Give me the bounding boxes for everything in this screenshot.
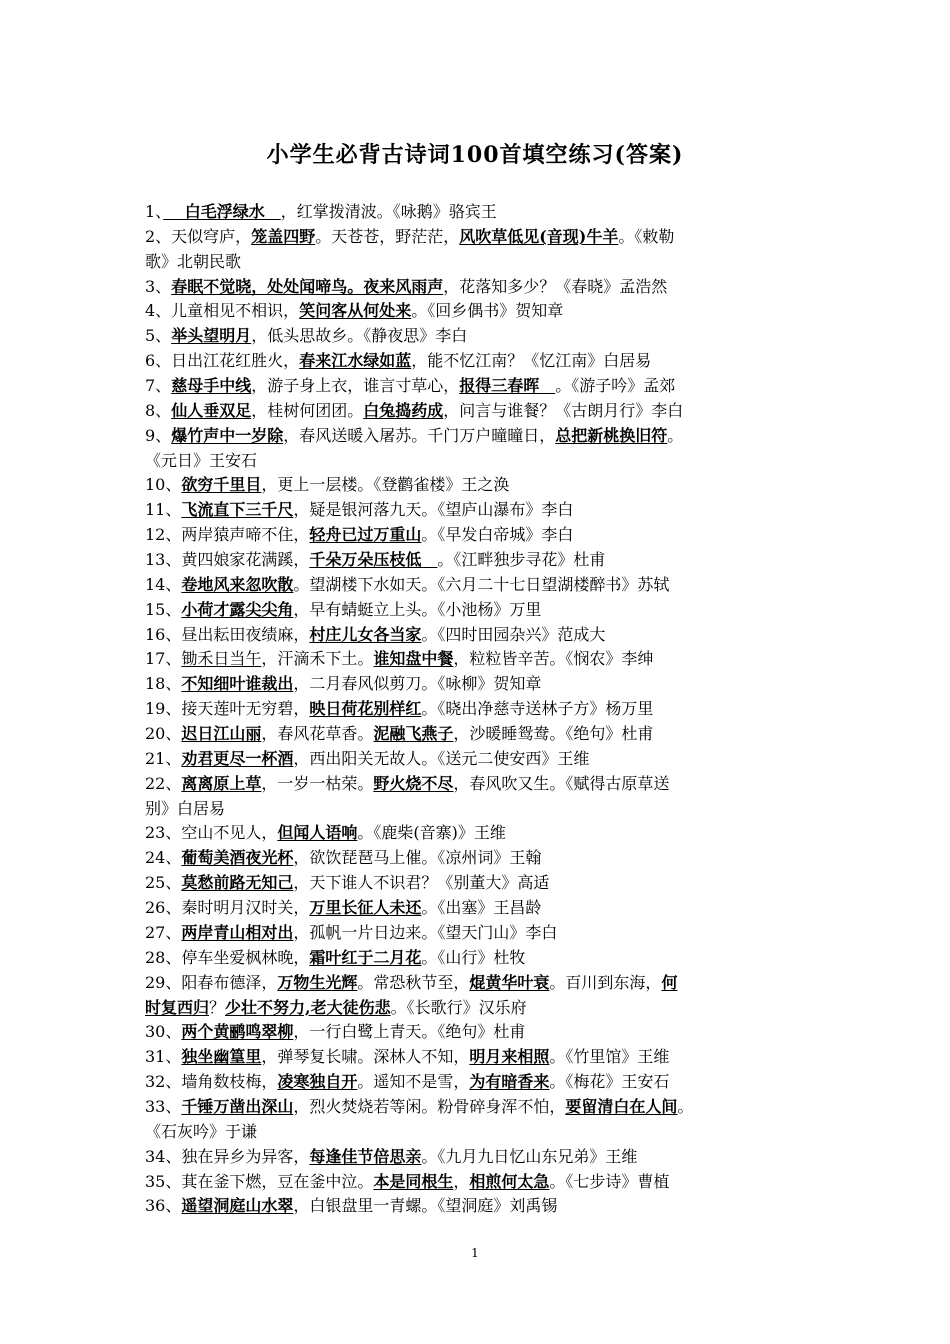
line-text: 。常恐秋节至， xyxy=(357,972,470,992)
line-text: 9、 xyxy=(145,425,172,445)
line-text: 。《江畔独步寻花》杜甫 xyxy=(437,550,606,570)
underlined-text: 锄禾日当午 xyxy=(181,649,262,669)
line-text: ，早有蜻蜓立上头。《小池杨》万里 xyxy=(293,599,542,619)
line-text: ，更上一层楼。《登鹳雀楼》王之涣 xyxy=(261,475,510,495)
answer-text: 为有暗香来 xyxy=(469,1072,550,1092)
line-text: 30、 xyxy=(145,1022,182,1042)
line-text: 6、日出江花红胜火， xyxy=(145,351,300,371)
line-text: 11、 xyxy=(145,500,182,520)
line-text: 。《出塞》王昌龄 xyxy=(421,898,542,918)
line-text: ，春风吹又生。《赋得古原草送 xyxy=(453,773,670,793)
line-text: 19、接天莲叶无穷碧， xyxy=(145,699,310,719)
answer-text: 爆竹声中一岁除 xyxy=(171,425,284,445)
line-text: 。 xyxy=(667,425,684,445)
line-text: 。望湖楼下水如天。《六月二十七日望湖楼醉书》苏轼 xyxy=(293,574,670,594)
line-text: ，白银盘里一青螺。《望洞庭》刘禹锡 xyxy=(293,1196,558,1216)
answer-text: 泥融飞燕子 xyxy=(373,724,454,744)
exercise-line xyxy=(145,1045,810,1070)
line-text: ，西出阳关无故人。《送元二使安西》王维 xyxy=(293,748,590,768)
exercise-line xyxy=(145,349,810,374)
exercise-line xyxy=(145,573,810,598)
line-text: 。《七步诗》曹植 xyxy=(549,1171,670,1191)
answer-text: 但闻人语响 xyxy=(277,823,358,843)
exercise-line xyxy=(145,1020,810,1045)
answer-text: 时复西归 xyxy=(145,997,210,1017)
line-text: ，春风送暖入屠苏。千门万户曈曈日， xyxy=(283,425,556,445)
exercise-line xyxy=(145,399,810,424)
line-text: ，问言与谁餐？《古朗月行》李白 xyxy=(443,400,684,420)
exercise-line xyxy=(145,548,810,573)
line-text: ，天下谁人不识君？《别董大》高适 xyxy=(293,873,550,893)
exercise-line xyxy=(145,797,810,822)
exercise-line xyxy=(145,772,810,797)
answer-text: 春来江水绿如蓝 xyxy=(299,351,412,371)
answer-text: 要留清白在人间 xyxy=(565,1096,678,1116)
line-text: 18、 xyxy=(145,674,182,694)
answer-text: 独坐幽篁里 xyxy=(181,1047,262,1067)
exercise-line xyxy=(145,1120,810,1145)
exercise-line xyxy=(145,647,810,672)
exercise-line xyxy=(145,250,810,275)
line-text: 22、 xyxy=(145,773,182,793)
line-text: ，弹琴复长啸。深林人不知， xyxy=(261,1047,470,1067)
line-text: 。 xyxy=(677,1096,694,1116)
line-text: 13、黄四娘家花满蹊， xyxy=(145,550,310,570)
answer-text: 霜叶红于二月花 xyxy=(309,947,422,967)
line-text: 28、停车坐爱枫林晚， xyxy=(145,947,310,967)
line-text: 。天苍苍，野茫茫， xyxy=(315,226,460,246)
exercise-line xyxy=(145,821,810,846)
line-text: 33、 xyxy=(145,1096,182,1116)
answer-text: 少壮不努力,老大徒伤悲 xyxy=(225,997,391,1017)
answer-text: 莫愁前路无知己 xyxy=(181,873,294,893)
answer-text: 村庄儿女各当家 xyxy=(309,624,422,644)
line-text: ，一岁一枯荣。 xyxy=(261,773,374,793)
answer-text: 每逢佳节倍思亲 xyxy=(309,1146,422,1166)
line-text: 2、天似穹庐， xyxy=(145,226,252,246)
line-text: 。《九月九日忆山东兄弟》王维 xyxy=(421,1146,638,1166)
answer-text: 遥望洞庭山水翠 xyxy=(181,1196,294,1216)
line-text: 。《敕勒 xyxy=(618,226,675,246)
line-text: ，疑是银河落九天。《望庐山瀑布》李白 xyxy=(293,500,574,520)
answer-text: 万里长征人未还 xyxy=(309,898,422,918)
exercise-line xyxy=(145,225,810,250)
answer-text: 何 xyxy=(661,972,678,992)
line-text: ，低头思故乡。《静夜思》李白 xyxy=(251,326,468,346)
line-text: 14、 xyxy=(145,574,182,594)
exercise-line xyxy=(145,722,810,747)
exercise-line xyxy=(145,1170,810,1195)
exercise-line xyxy=(145,623,810,648)
exercise-line xyxy=(145,449,810,474)
answer-text: 相煎何太急 xyxy=(469,1171,550,1191)
exercise-line xyxy=(145,523,810,548)
exercise-line xyxy=(145,374,810,399)
line-text: 35、萁在釜下燃，豆在釜中泣。 xyxy=(145,1171,374,1191)
answer-text: 笑问客从何处来 xyxy=(299,301,412,321)
line-text: 。《早发白帝城》李白 xyxy=(421,525,574,545)
line-text: 别》白居易 xyxy=(145,798,226,818)
line-text: ，沙暖睡鸳鸯。《绝句》杜甫 xyxy=(453,724,654,744)
line-text: ？ xyxy=(209,997,226,1017)
line-text: 。《鹿柴(音寨)》王维 xyxy=(357,823,506,843)
exercise-line xyxy=(145,996,810,1021)
answer-text: 报得三春晖 xyxy=(459,376,556,396)
line-text: 。《晓出净慈寺送林子方》杨万里 xyxy=(421,699,654,719)
line-text: 29、阳春布德泽， xyxy=(145,972,278,992)
line-text: ，烈火焚烧若等闲。粉骨碎身浑不怕， xyxy=(293,1096,566,1116)
exercise-line xyxy=(145,846,810,871)
line-text: 15、 xyxy=(145,599,182,619)
exercise-line xyxy=(145,946,810,971)
line-text: 。《四时田园杂兴》范成大 xyxy=(421,624,606,644)
line-text: 17、 xyxy=(145,649,182,669)
exercise-line xyxy=(145,473,810,498)
answer-text: 小荷才露尖尖角 xyxy=(181,599,294,619)
line-text: ，花落知多少？《春晓》孟浩然 xyxy=(443,276,668,296)
line-text: 。《长歌行》汉乐府 xyxy=(390,997,527,1017)
page-number: 1 xyxy=(471,1246,479,1260)
answer-text: 两岸青山相对出 xyxy=(181,922,294,942)
exercise-line xyxy=(145,871,810,896)
exercise-line xyxy=(145,1095,810,1120)
answer-text: 明月来相照 xyxy=(469,1047,550,1067)
line-text: 25、 xyxy=(145,873,182,893)
line-text: 3、 xyxy=(145,276,172,296)
line-text: 27、 xyxy=(145,922,182,942)
page-title: 小学生必背古诗词100首填空练习(答案) xyxy=(266,142,684,168)
line-text: 。《回乡偶书》贺知章 xyxy=(411,301,564,321)
line-text: ，游子身上衣，谁言寸草心， xyxy=(251,376,460,396)
line-text: 34、独在异乡为异客， xyxy=(145,1146,310,1166)
answer-text: 映日荷花别样红 xyxy=(309,699,422,719)
exercise-line xyxy=(145,921,810,946)
answer-text: 不知细叶谁裁出 xyxy=(181,674,294,694)
line-text: ， xyxy=(453,1171,470,1191)
line-text: 。百川到东海， xyxy=(549,972,662,992)
line-text: 8、 xyxy=(145,400,172,420)
line-text: ，粒粒皆辛苦。《悯农》李绅 xyxy=(453,649,654,669)
line-text: 20、 xyxy=(145,724,182,744)
exercise-line xyxy=(145,275,810,300)
answer-text: 举头望明月 xyxy=(171,326,252,346)
answer-text: 野火烧不尽 xyxy=(373,773,454,793)
answer-text: 总把新桃换旧符 xyxy=(555,425,668,445)
line-text: ，孤帆一片日边来。《望天门山》李白 xyxy=(293,922,558,942)
answer-text: 飞流直下三千尺 xyxy=(181,500,294,520)
exercise-line xyxy=(145,672,810,697)
answer-text: 万物生光辉 xyxy=(277,972,358,992)
answer-text: 风吹草低见(音现)牛羊 xyxy=(459,226,619,246)
line-text: 36、 xyxy=(145,1196,182,1216)
line-text: 《石灰吟》于谦 xyxy=(145,1121,258,1141)
answer-text: 谁知盘中餐 xyxy=(373,649,454,669)
exercise-line xyxy=(145,598,810,623)
line-text: 32、墙角数枝梅， xyxy=(145,1072,278,1092)
exercise-line xyxy=(145,324,810,349)
answer-text: 笼盖四野 xyxy=(251,226,316,246)
line-text: ，二月春风似剪刀。《咏柳》贺知章 xyxy=(293,674,542,694)
answer-text: 凌寒独自开 xyxy=(277,1072,358,1092)
line-text: 26、秦时明月汉时关， xyxy=(145,898,310,918)
answer-text: 轻舟已过万重山 xyxy=(309,525,422,545)
poem-exercise-list xyxy=(145,200,810,1219)
line-text: 10、 xyxy=(145,475,182,495)
answer-text: 迟日江山丽 xyxy=(181,724,262,744)
answer-text: 离离原上草 xyxy=(181,773,262,793)
line-text: 。《山行》杜牧 xyxy=(421,947,526,967)
answer-text: 千锤万凿出深山 xyxy=(181,1096,294,1116)
answer-text: 本是同根生 xyxy=(373,1171,454,1191)
answer-text: 白兔捣药成 xyxy=(363,400,444,420)
line-text: 12、两岸猿声啼不住， xyxy=(145,525,310,545)
exercise-line xyxy=(145,697,810,722)
line-text: 。遥知不是雪， xyxy=(357,1072,470,1092)
line-text: 31、 xyxy=(145,1047,182,1067)
exercise-line xyxy=(145,747,810,772)
line-text: 23、空山不见人， xyxy=(145,823,278,843)
exercise-line xyxy=(145,424,810,449)
exercise-line xyxy=(145,896,810,921)
answer-text: 千朵万朵压枝低 xyxy=(309,550,438,570)
exercise-line xyxy=(145,200,810,225)
line-text: 21、 xyxy=(145,748,182,768)
answer-text: 劝君更尽一杯酒 xyxy=(181,748,294,768)
line-text: 16、昼出耘田夜绩麻， xyxy=(145,624,310,644)
line-text: 。《梅花》王安石 xyxy=(549,1072,670,1092)
answer-text: 春眠不觉晓，处处闻啼鸟。夜来风雨声 xyxy=(171,276,444,296)
exercise-line xyxy=(145,1194,810,1219)
line-text: ，桂树何团团。 xyxy=(251,400,364,420)
answer-text: 慈母手中线 xyxy=(171,376,252,396)
line-text: ，春风花草香。 xyxy=(261,724,374,744)
line-text: 5、 xyxy=(145,326,172,346)
answer-text: 焜黄华叶衰 xyxy=(469,972,550,992)
line-text: ，能不忆江南？《忆江南》白居易 xyxy=(411,351,652,371)
answer-text: 白毛浮绿水 xyxy=(163,202,281,221)
line-text: 24、 xyxy=(145,848,182,868)
exercise-line xyxy=(145,1070,810,1095)
exercise-line xyxy=(145,971,810,996)
exercise-line xyxy=(145,498,810,523)
answer-text: 欲穷千里目 xyxy=(181,475,262,495)
answer-text: 仙人垂双足 xyxy=(171,400,252,420)
line-text: 。《游子吟》孟郊 xyxy=(555,376,676,396)
line-text: 1、 xyxy=(145,202,164,221)
line-text: 7、 xyxy=(145,376,172,396)
exercise-line xyxy=(145,1145,810,1170)
line-text: 歌》北朝民歌 xyxy=(145,251,242,271)
line-text: 4、儿童相见不相识， xyxy=(145,301,300,321)
line-text: 。《竹里馆》王维 xyxy=(549,1047,670,1067)
line-text: ，汗滴禾下土。 xyxy=(261,649,374,669)
answer-text: 葡萄美酒夜光杯 xyxy=(181,848,294,868)
exercise-line xyxy=(145,299,810,324)
line-text: ，一行白鹭上青天。《绝句》杜甫 xyxy=(293,1022,526,1042)
answer-text: 两个黄鹂鸣翠柳 xyxy=(181,1022,294,1042)
line-text: 《元日》王安石 xyxy=(145,450,258,470)
answer-text: 卷地风来忽吹散 xyxy=(181,574,294,594)
line-text: ，红掌拨清波。《咏鹅》骆宾王 xyxy=(280,202,497,221)
line-text: ，欲饮琵琶马上催。《凉州词》王翰 xyxy=(293,848,542,868)
